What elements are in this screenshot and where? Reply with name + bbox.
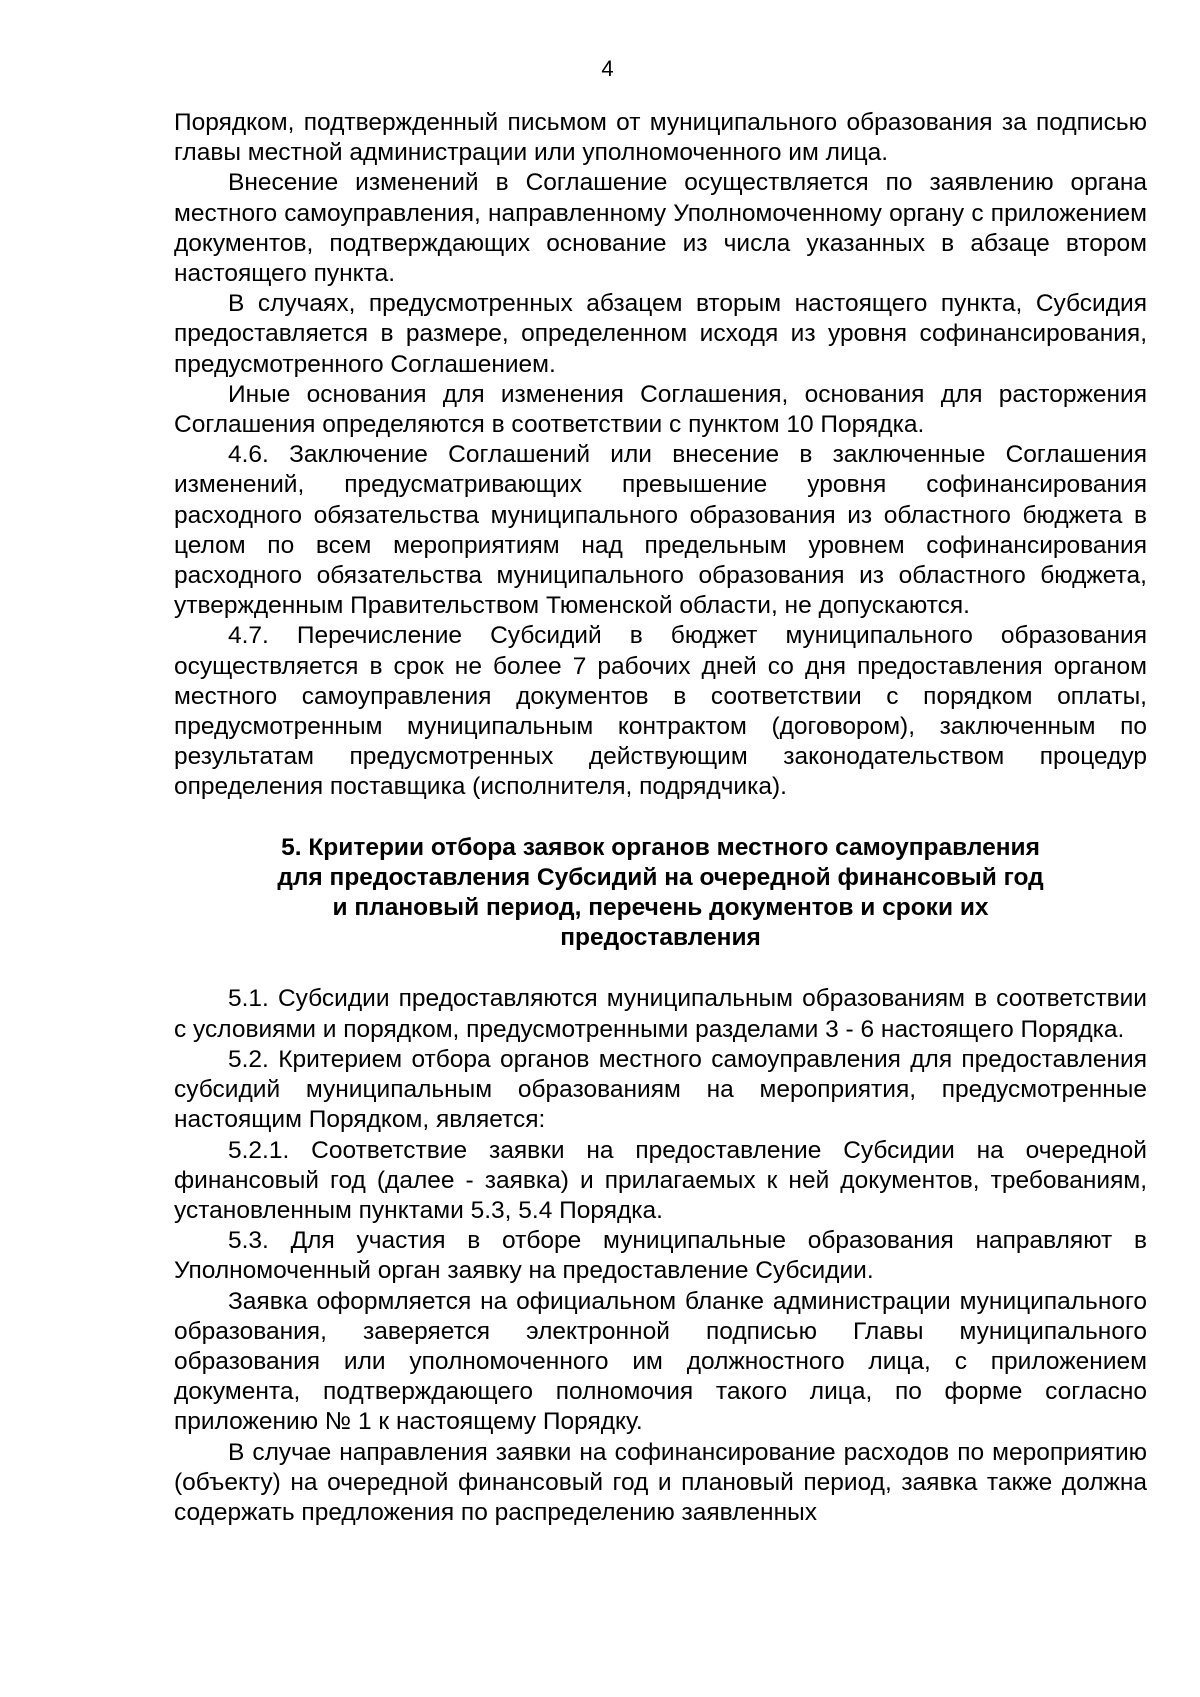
section-heading-line: 5. Критерии отбора заявок органов местного самоуправления xyxy=(281,833,1040,861)
paragraph: 4.6. Заключение Соглашений или внесение в заключенные Соглашения изменений, предусматривающих превышение уровня софинансирования расходного обязательства муниципального образования из областного бюджета в целом по всем мероприятиям над предельным уровнем софинансирования расходного обязательства муниципального образования из областного бюджета, утвержденным Правительством Тюменской области, не допускаются. xyxy=(174,441,1147,620)
paragraph: В случае направления заявки на софинансирование расходов по мероприятию (объекту) на очередной финансовый год и плановый период, заявка также должна содержать предложения по распределению заявленных xyxy=(174,1438,1147,1526)
page-number: 4 xyxy=(601,56,614,81)
paragraph: Заявка оформляется на официальном бланке администрации муниципального образования, заверяется электронной подписью Главы муниципального образования или уполномоченного им должностного лица, с приложением документа, подтверждающего полномочия такого лица, по форме согласно приложению № 1 к настоящему Порядку. xyxy=(174,1287,1147,1436)
paragraph: В случаях, предусмотренных абзацем вторым настоящего пункта, Субсидия предоставляется в размере, определенном исходя из уровня софинансирования, предусмотренного Соглашением. xyxy=(174,290,1147,378)
paragraph: Иные основания для изменения Соглашения, основания для расторжения Соглашения определяются в соответствии с пунктом 10 Порядка. xyxy=(174,380,1147,439)
paragraph: Порядком, подтвержденный письмом от муниципального образования за подписью главы местной администрации или уполномоченного им лица. xyxy=(174,109,1147,167)
section-heading-line: для предоставления Субсидий на очередной финансовый год xyxy=(277,863,1044,891)
document-body xyxy=(174,108,1147,1528)
paragraph: Внесение изменений в Соглашение осуществляется по заявлению органа местного самоуправления, направленному Уполномоченному органу с приложением документов, подтверждающих основание из числа указанных в абзаце втором настоящего пункта. xyxy=(174,169,1147,288)
section-heading-line: и плановый период, перечень документов и сроки их xyxy=(332,894,989,922)
section-heading-line: предоставления xyxy=(560,924,761,952)
section-heading xyxy=(174,833,1147,954)
paragraph: 5.2.1. Соответствие заявки на предоставление Субсидии на очередной финансовый год (далее - заявка) и прилагаемых к ней документов, требованиям, установленным пунктами 5.3, 5.4 Порядка. xyxy=(174,1136,1147,1224)
paragraph: 5.2. Критерием отбора органов местного самоуправления для предоставления субсидий муниципальным образованиям на мероприятия, предусмотренные настоящим Порядком, является: xyxy=(174,1045,1147,1134)
paragraph: 5.3. Для участия в отборе муниципальные образования направляют в Уполномоченный орган заявку на предоставление Субсидии. xyxy=(174,1227,1147,1285)
paragraph: 5.1. Субсидии предоставляются муниципальным образованиям в соответствии с условиями и порядком, предусмотренными разделами 3 - 6 настоящего Порядка. xyxy=(174,985,1147,1043)
paragraph: 4.7. Перечисление Субсидий в бюджет муниципального образования осуществляется в срок не более 7 рабочих дней со дня предоставления органом местного самоуправления документов в соответствии с порядком оплаты, предусмотренным муниципальным контрактом (договором), заключенным по результатам предусмотренных действующим законодательством процедур определения поставщика (исполнителя, подрядчика). xyxy=(174,622,1147,801)
